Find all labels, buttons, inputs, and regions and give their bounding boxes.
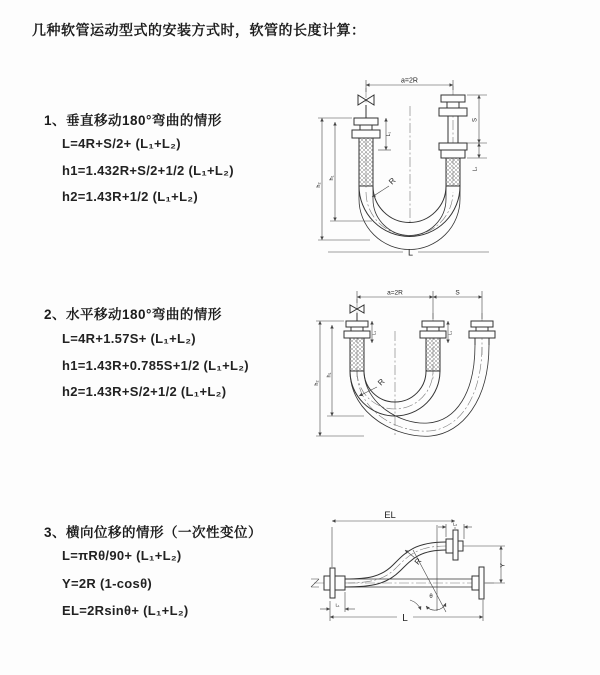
hose-u-bends — [350, 345, 489, 436]
radius-label: R — [376, 377, 387, 388]
section-1-heading: 1、垂直移动180°弯曲的情形 — [44, 113, 222, 128]
dimension-l1 — [320, 592, 355, 612]
hose-s-curve — [345, 530, 463, 587]
angle-theta — [410, 525, 446, 612]
dim-s-label: S — [455, 289, 460, 297]
dim-h2-label: h₂ — [316, 182, 322, 188]
section-1-formula-h2: h2=1.43R+1/2 (L₁+L₂) — [62, 189, 199, 204]
section-2-heading: 2、水平移动180°弯曲的情形 — [44, 307, 222, 322]
dimension-l1-mid — [448, 321, 453, 343]
centerlines — [357, 299, 482, 435]
dim-s-label: S — [472, 117, 479, 123]
dim-l1-label: L₁ — [335, 602, 340, 608]
dimension-l-bottom — [328, 248, 489, 258]
section-3-formula-Y: Y=2R (1-cosθ) — [62, 576, 153, 591]
left-pipe-fitting — [352, 118, 380, 186]
dim-h2-label: h₂ — [314, 380, 320, 386]
middle-fitting — [420, 321, 446, 371]
left-fitting — [344, 321, 370, 371]
dimension-s-l2 — [467, 95, 487, 171]
angle-theta-label: θ — [429, 594, 433, 600]
dim-a2r-label: a=2R — [401, 77, 418, 85]
section-3-formula-L: L=πRθ/90+ (L₁+L₂) — [62, 548, 182, 563]
dimension-el — [332, 510, 455, 567]
dim-l-label: L — [407, 247, 414, 258]
dim-a2r-label: a=2R — [387, 289, 403, 297]
dimension-l-bottom — [330, 600, 483, 624]
dim-l2-label: L₂ — [472, 166, 479, 172]
valve-icon — [358, 95, 374, 118]
section-3-formula-EL: EL=2Rsinθ+ (L₁+L₂) — [62, 603, 189, 618]
dim-l-label: L — [402, 613, 408, 624]
dim-el-label: EL — [384, 510, 396, 521]
left-flange — [324, 568, 345, 598]
page-title: 几种软管运动型式的安装方式时，软管的长度计算： — [32, 22, 366, 38]
diagram-lateral-displacement — [298, 505, 598, 645]
right-fitting — [469, 321, 495, 345]
dimension-a2r — [366, 78, 453, 93]
diagram-horizontal-180-bend — [306, 283, 596, 451]
radius-callout — [372, 176, 398, 197]
dim-y-label: Y — [499, 563, 507, 568]
dim-l1-left-label: L₁ — [371, 330, 377, 336]
dimension-l1-left — [372, 321, 377, 343]
dim-h1-label: h₁ — [326, 372, 333, 378]
dimension-y — [463, 546, 507, 583]
dim-l1-label: L₁ — [386, 131, 392, 137]
radius-label: R — [387, 176, 398, 187]
section-2-formula-h2: h2=1.43R+S/2+1/2 (L₁+L₂) — [62, 384, 227, 399]
dim-l2-label: L₂ — [452, 521, 458, 527]
section-2-formula-L: L=4R+1.57S+ (L₁+L₂) — [62, 331, 196, 346]
section-2-formula-h1: h1=1.43R+0.785S+1/2 (L₁+L₂) — [62, 358, 249, 373]
section-3-heading: 3、横向位移的情形（一次性变位） — [44, 525, 263, 540]
section-1-formula-L: L=4R+S/2+ (L₁+L₂) — [62, 136, 181, 151]
section-1-formula-h1: h1=1.432R+S/2+1/2 (L₁+L₂) — [62, 163, 234, 178]
top-dimensions — [357, 290, 482, 320]
dim-l1-mid-label: L₁ — [447, 330, 453, 336]
radius-label: R — [412, 556, 424, 567]
diagram-vertical-180-bend — [308, 70, 592, 258]
dim-h1-label: h₁ — [329, 175, 335, 181]
